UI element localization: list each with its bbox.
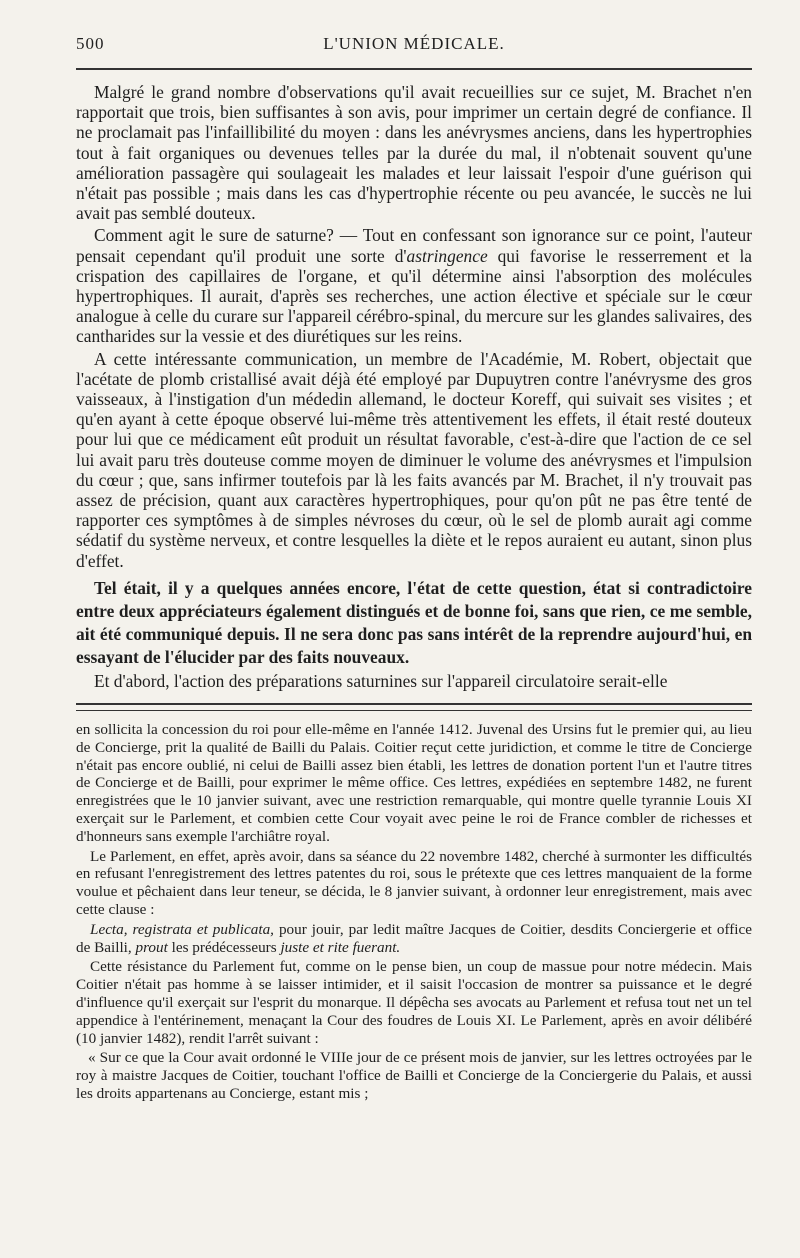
body-paragraph: Et d'abord, l'action des préparations saturnines sur l'appareil circulatoire serait-elle <box>94 670 668 691</box>
body-paragraph: A cette intéressante communication, un membre de l'Académie, M. Robert, objectait que l'acétate de plomb cristallisé avait déjà été employé par Dupuytren contre l'anévrysme des gros vaisseaux, à l'instigation d'un médedin allemand, le docteur Koreff, qui suivait ses visites ; et qu'en ayant à cette époque observé lui-même très attentivement les effets, il était resté douteux pour lui que ce médicament eût produit un résultat favorable, c'est-à-dire que l'action de ce sel lui avait paru très douteuse comme moyen de diminuer le volume des anévrysmes et l'impulsion du cœur ; que, sans infirmer toutefois par là les faits avancés par M. Brachet, il n'y trouvait pas assez de précision, quant aux caractères hypertrophiques, pour qu'on pût ne pas être tenté de rapporter ces symptômes à de simples névroses du cœur, où le sel de plomb aurait agi comme sédatif du système nerveux, et contre lesquelles la diète et le repos auraient eu autant, sinon plus d'effet. <box>76 348 752 571</box>
note-paragraph: Lecta, registrata et publicata, pour jouir, par ledit maître Jacques de Coitier, desdits Conciergerie et office de Bailli, prout les prédécesseurs juste et rite fuerant. <box>76 920 753 956</box>
body-paragraph: Tel était, il y a quelques années encore, l'état de cette question, état si contradictoire entre deux appréciateurs également distingués et de bonne foi, sans que rien, ce me semble, ait été communiqué depuis. Il ne sera donc pas sans intérêt de la reprendre aujourd'hui, en essayant de l'élucider par des faits nouveaux. <box>76 577 752 667</box>
note-quote: « Sur ce que la Cour avait ordonné le VIIIe jour de ce présent mois de janvier, sur les lettres octroyées par le roy à maistre Jacques de Coitier, touchant l'office de Bailli et Concierge de la Conciergerie du Palais, et aussi les droits appartenans au Concierge, estant mis ; <box>76 1049 752 1103</box>
running-head <box>76 30 752 64</box>
body-paragraph: Malgré le grand nombre d'observations qu'il avait recueillies sur ce sujet, M. Brachet n'en rapportait que trois, bien suffisantes à son avis, pour imprimer un certain degré de confiance. Il ne proclamait pas l'infaillibilité du moyen : dans les anévrysmes anciens, dans les hypertrophies tout à fait organiques ou devenues telles par la durée du mal, il n'obtenait souvent qu'une amélioration passagère qui soulageait les malades et leur laissait l'espoir d'une guérison qui n'était pas possible ; mais dans les cas d'hypertrophie récente ou peu avancée, le succès ne lui avait pas semblé douteux. <box>76 82 752 224</box>
note-paragraph: en sollicita la concession du roi pour elle-même en l'année 1412. Juvenal des Ursins fut le premier qui, au lieu de Concierge, prit la qualité de Bailli du Palais. Coitier reçut cette juridiction, et comme le titre de Concierge n'était pas encore oublié, ni celui de Bailli assez bien établi, les lettres de donation portent l'un et l'autre titres de Concierge et de Bailli, pour exprimer le même office. Ces lettres, expédiées en septembre 1482, ne furent enregistrées que le 10 janvier suivant, avec une restriction remarquable, qui montre quelle tyrannie Louis XI exerçait sur le Parlement, et combien cette Cour voyait avec peine le roi de France combler de richesses et d'honneurs sans exemple l'archiâtre royal. <box>76 721 752 845</box>
journal-title: L'UNION MÉDICALE. <box>323 34 505 53</box>
note-paragraph: Le Parlement, en effet, après avoir, dans sa séance du 22 novembre 1482, cherché à surmonter les difficultés en refusant l'enregistrement des lettres patentes du roi, sous le prétexte que ces lettres manquaient de la forme voulue et pêchaient dans leur teneur, se décida, le 8 janvier suivant, à ordonner leur enregistrement, mais avec cette clause : <box>76 847 752 919</box>
article-body <box>76 82 752 691</box>
body-paragraph: Comment agit le sure de saturne? — Tout en confessant son ignorance sur ce point, l'auteur pensait cependant qu'il produit une sorte d'astringence qui favorise le resserrement et la crispation des capillaires de l'organe, et qu'il détermine ainsi l'absorption des molécules hypertrophiques. Il aurait, d'après ses recherches, une action élective et spéciale sur le cœur analogue à celle du curare sur l'appareil cérébro-spinal, du mercure sur les glandes salivaires, des cantharides sur la vessie et des diurétiques sur les reins. <box>76 225 753 347</box>
feuilleton-notes <box>76 721 752 1103</box>
note-paragraph: Cette résistance du Parlement fut, comme on le pense bien, un coup de massue pour notre médecin. Mais Coitier n'était pas homme à se laisser intimider, et il saisit l'occasion de montrer sa puissance et le degré d'influence qu'il exerçait sur l'esprit du monarque. Il dépêcha ses avocats au Parlement et refusa tout net un tel appendice à l'entérinement, menaçant la Cour des foudres de Louis XI. Le Parlement, après en avoir délibéré (10 janvier 1482), rendit l'arrêt suivant : <box>76 958 752 1047</box>
page-number: 500 <box>76 34 105 53</box>
footnote-separator <box>76 703 752 711</box>
header-rule <box>76 68 752 70</box>
